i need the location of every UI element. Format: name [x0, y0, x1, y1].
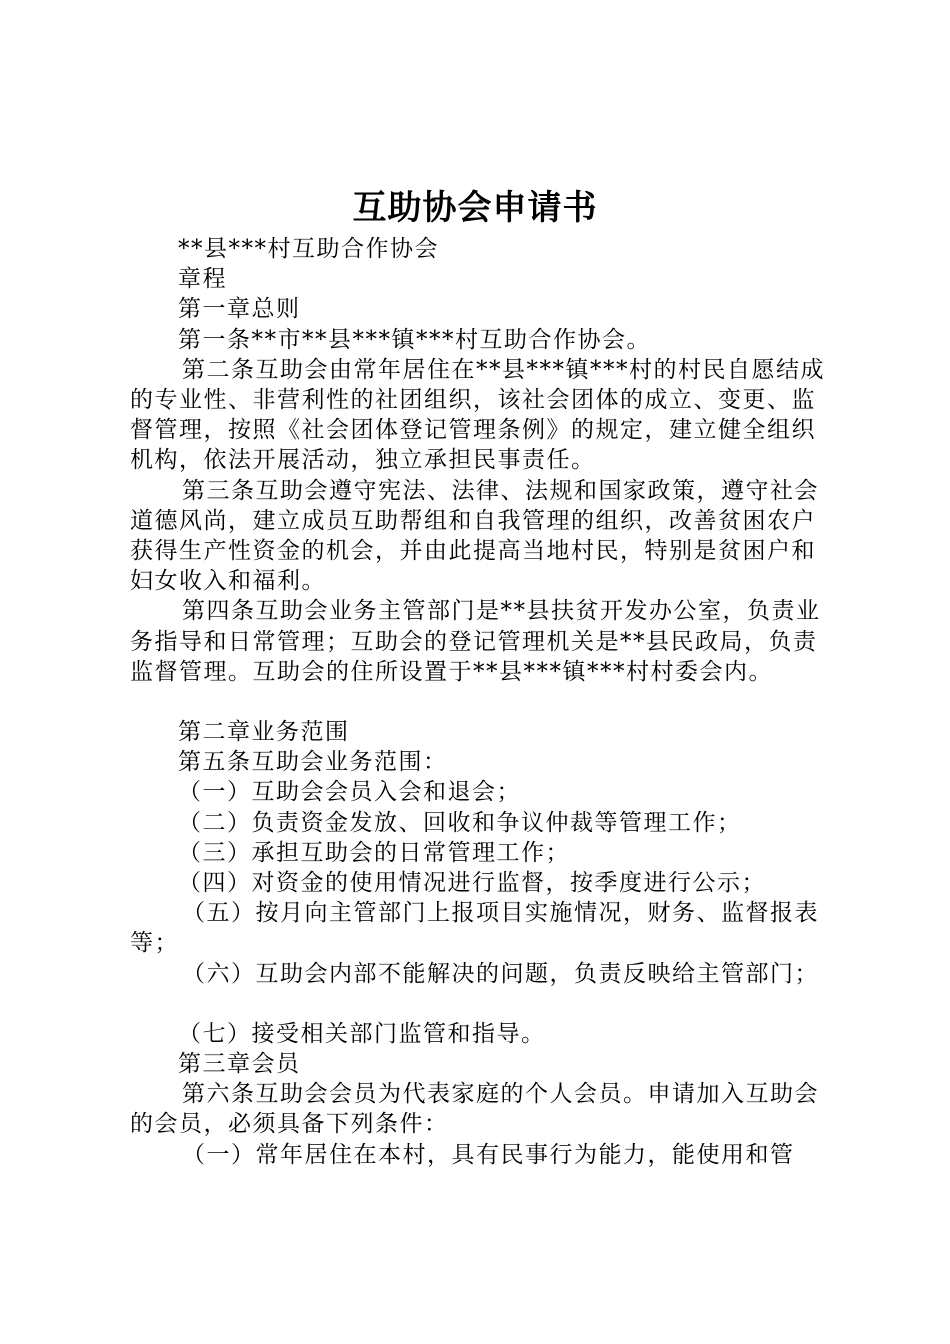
scope-item-7: （七）接受相关部门监管和指导。 [178, 1020, 546, 1047]
scope-item-1: （一）互助会会员入会和退会； [178, 779, 521, 806]
article-2: 第二条互助会由常年居住在**县***镇***村的村民自愿结成的专业性、非营利性的社团组织，该社会团体的成立、变更、监督管理，按照《社会团体登记管理条例》的规定，建立健全组织机构，依法开展活动，独立承担民事责任。 [130, 356, 825, 474]
scope-item-5: （五）按月向主管部门上报项目实施情况，财务、监督报表等； [130, 900, 819, 957]
article-3: 第三条互助会遵守宪法、法律、法规和国家政策，遵守社会道德风尚，建立成员互助帮组和自我管理的组织，改善贫困农户获得生产性资金的机会，并由此提高当地村民，特别是贫困户和妇女收入和福利。 [130, 477, 819, 595]
chapter-2-heading: 第二章业务范围 [178, 719, 350, 746]
paragraph-gap [130, 687, 840, 717]
document-body [130, 234, 840, 1170]
chapter-1-heading: 第一章总则 [178, 296, 301, 323]
article-6: 第六条互助会会员为代表家庭的个人会员。申请加入互助会的会员，必须具备下列条件： [130, 1081, 819, 1138]
paragraph-charter-heading: 章程 [178, 266, 227, 293]
scope-item-6: （六）互助会内部不能解决的问题，负责反映给主管部门； [182, 960, 819, 987]
scope-item-4: （四）对资金的使用情况进行监督，按季度进行公示； [178, 870, 766, 897]
scope-item-3: （三）承担互助会的日常管理工作； [178, 839, 570, 866]
chapter-3-heading: 第三章会员 [178, 1051, 301, 1078]
article-4: 第四条互助会业务主管部门是**县扶贫开发办公室，负责业务指导和日常管理；互助会的登记管理机关是**县民政局，负责监督管理。互助会的住所设置于**县***镇***村村委会内。 [130, 598, 821, 685]
paragraph-association-name: **县***村互助合作协会 [178, 236, 439, 262]
article-1: 第一条**市**县***镇***村互助合作协会。 [178, 326, 651, 353]
document-title: 互助协会申请书 [352, 188, 598, 228]
article-5: 第五条互助会业务范围： [178, 749, 448, 776]
paragraph-gap [130, 989, 840, 1019]
scope-item-2: （二）负责资金发放、回收和争议仲裁等管理工作； [178, 809, 742, 836]
member-condition-1: （一）常年居住在本村，具有民事行为能力，能使用和管 [182, 1141, 795, 1168]
